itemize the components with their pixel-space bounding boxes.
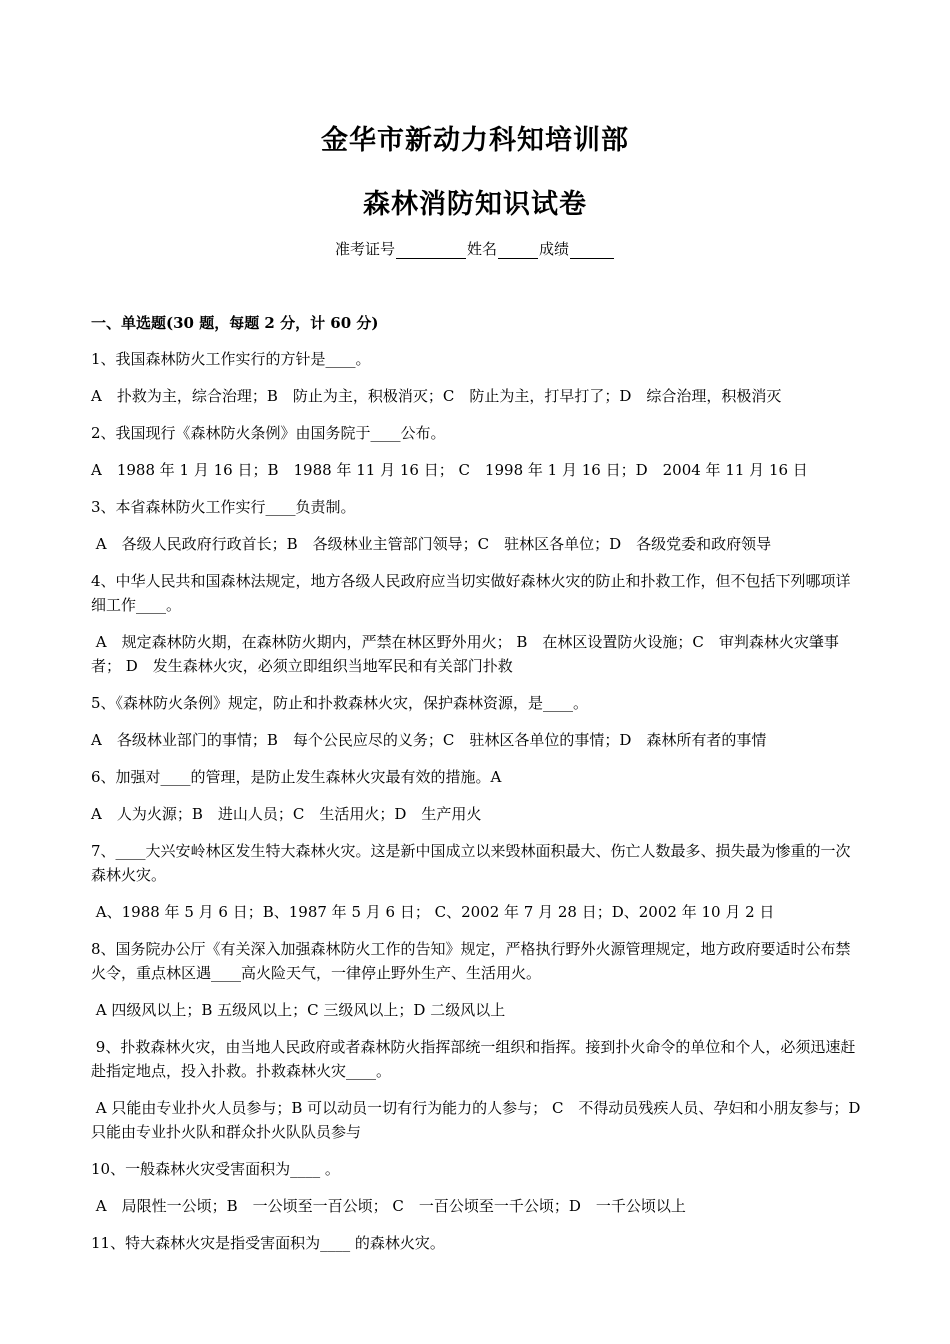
answer-options: A 各级人民政府行政首长；B 各级林业主管部门领导；C 驻林区各单位；D 各级党委和政府领导 xyxy=(91,535,772,553)
name-label: 姓名 xyxy=(466,240,497,258)
name-blank[interactable] xyxy=(498,242,538,259)
answer-options: A 四级风以上；B 五级风以上；C 三级风以上；D 二级风以上 xyxy=(91,1001,506,1019)
admission-number-label: 准考证号 xyxy=(334,240,395,258)
answer-options: A 扑救为主，综合治理；B 防止为主，积极消灭；C 防止为主，打早打了；D 综合治理，积极消灭 xyxy=(91,387,782,405)
question-text: 9、扑救森林火灾，由当地人民政府或者森林防火指挥部统一组织和指挥。接到扑火命令的单位和个人，必须迅速赶赴指定地点，投入扑救。扑救森林火灾____。 xyxy=(91,1038,856,1080)
answer-options: A 局限性一公顷；B 一公顷至一百公顷； C 一百公顷至一千公顷；D 一千公顷以上 xyxy=(91,1197,686,1215)
question-text: 6、加强对____的管理，是防止发生森林火灾最有效的措施。A xyxy=(91,768,502,786)
question-list xyxy=(91,311,876,1268)
question-text: 7、____大兴安岭林区发生特大森林火灾。这是新中国成立以来毁林面积最大、伤亡人数最多、损失最为惨重的一次森林火灾。 xyxy=(91,842,851,884)
answer-options: A 规定森林防火期，在森林防火期内，严禁在林区野外用火； B 在林区设置防火设施；C 审判森林火灾肇事者； D 发生森林火灾，必须立即组织当地军民和有关部门扑救 xyxy=(91,633,839,675)
answer-options: A 1988 年 1 月 16 日；B 1988 年 11 月 16 日； C 1998 年 1 月 16 日；D 2004 年 11 月 16 日 xyxy=(91,461,808,479)
question-text: 10、一般森林火灾受害面积为____ 。 xyxy=(91,1160,340,1178)
question-text: 5、《森林防火条例》规定，防止和扑救森林火灾，保护森林资源，是____。 xyxy=(91,694,589,712)
answer-options: A、1988 年 5 月 6 日；B、1987 年 5 月 6 日； C、2002 年 7 月 28 日；D、2002 年 10 月 2 日 xyxy=(91,903,775,921)
section-title: 一、单选题(30 题，每题 2 分，计 60 分) xyxy=(91,314,379,332)
question-text: 2、我国现行《森林防火条例》由国务院于____公布。 xyxy=(91,424,446,442)
question-text: 8、国务院办公厅《有关深入加强森林防火工作的告知》规定，严格执行野外火源管理规定，地方政府要适时公布禁火令，重点林区遇____高火险天气，一律停止野外生产、生活用火。 xyxy=(91,940,851,982)
score-label: 成绩 xyxy=(539,240,570,258)
question-text: 11、特大森林火灾是指受害面积为____ 的森林火灾。 xyxy=(91,1234,445,1252)
score-blank[interactable] xyxy=(570,242,614,259)
answer-options: A 人为火源；B 进山人员；C 生活用火；D 生产用火 xyxy=(91,805,482,823)
exam-title: 森林消防知识试卷 xyxy=(363,189,587,220)
admission-number-blank[interactable] xyxy=(396,242,466,259)
question-text: 3、本省森林防火工作实行____负责制。 xyxy=(91,498,356,516)
question-text: 4、中华人民共和国森林法规定，地方各级人民政府应当切实做好森林火灾的防止和扑救工作，但不包括下列哪项详细工作____。 xyxy=(91,572,851,614)
org-title: 金华市新动力科知培训部 xyxy=(321,125,629,156)
answer-options: A 只能由专业扑火人员参与；B 可以动员一切有行为能力的人参与； C 不得动员残疾人员、孕妇和小朋友参与；D 只能由专业扑火队和群众扑火队队员参与 xyxy=(91,1099,876,1141)
question-text: 1、我国森林防火工作实行的方针是____。 xyxy=(91,350,371,368)
answer-options: A 各级林业部门的事情；B 每个公民应尽的义务；C 驻林区各单位的事情；D 森林所有者的事情 xyxy=(91,731,767,749)
candidate-info-line xyxy=(0,238,950,259)
